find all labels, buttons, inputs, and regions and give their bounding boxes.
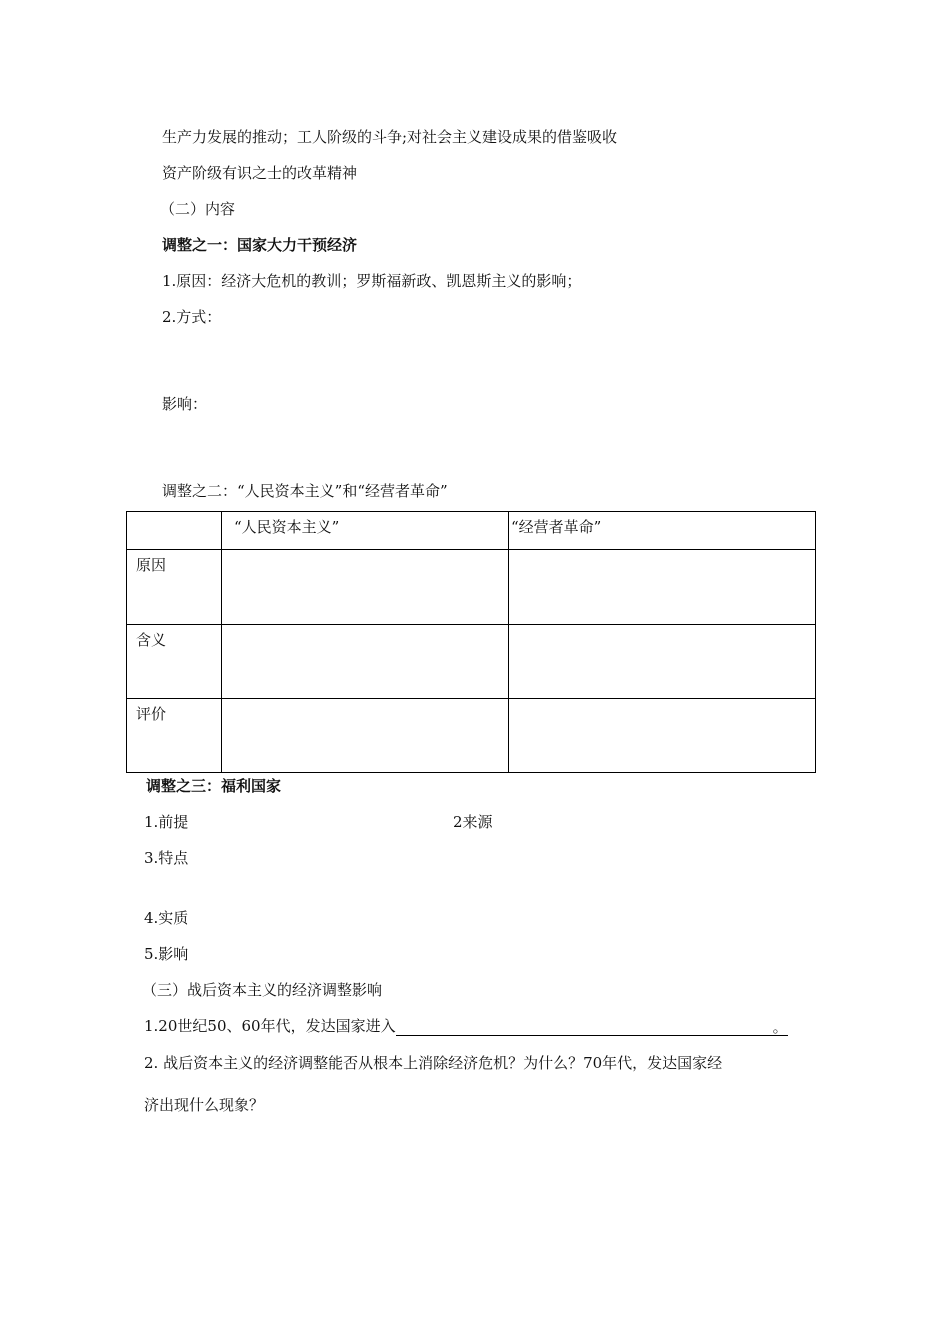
heading-adjustment-three: 调整之三：福利国家: [146, 777, 282, 795]
heading-adjustment-one: 调整之一：国家大力干预经济: [162, 236, 358, 254]
table-cell: [509, 550, 816, 625]
table-row: [127, 550, 816, 625]
text-line-reform-spirit: 资产阶级有识之士的改革精神: [162, 164, 358, 182]
table-cell: [222, 699, 509, 773]
item-premise: 1.前提: [144, 813, 189, 831]
question-two-line-two: 济出现什么现象？: [144, 1096, 265, 1114]
table-header-cell: [127, 512, 222, 550]
table-cell: [222, 625, 509, 699]
section-content-label: （二）内容: [160, 200, 236, 218]
table-cell: [509, 625, 816, 699]
question-one: [144, 1016, 788, 1036]
table-row: [127, 699, 816, 773]
item-impact: 5.影响: [144, 945, 189, 963]
table-header-cell: “经营者革命”: [509, 512, 816, 550]
item-essence: 4.实质: [144, 909, 189, 927]
question-two-line-one: 2. 战后资本主义的经济调整能否从根本上消除经济危机？为什么？70年代，发达国家经: [144, 1054, 723, 1072]
table-row: [127, 625, 816, 699]
section-influence-heading: （三）战后资本主义的经济调整影响: [142, 981, 383, 999]
heading-adjustment-two: 调整之二：“人民资本主义”和“经营者革命”: [162, 482, 448, 500]
text-line-productivity: 生产力发展的推动；工人阶级的斗争;对社会主义建设成果的借鉴吸收: [162, 128, 618, 146]
table-row-label: 原因: [127, 550, 222, 625]
table-row-label: 评价: [127, 699, 222, 773]
item-features: 3.特点: [144, 849, 189, 867]
text-line-impact: 影响：: [162, 395, 208, 413]
fill-in-blank[interactable]: [396, 1017, 768, 1036]
text-line-cause: 1.原因：经济大危机的教训；罗斯福新政、凯恩斯主义的影响；: [162, 272, 582, 290]
table-cell: [509, 699, 816, 773]
item-source: 2来源: [453, 813, 493, 831]
question-one-prefix: 1.20世纪50、60年代，发达国家进入: [144, 1017, 396, 1035]
table-cell: [222, 550, 509, 625]
table-row-label: 含义: [127, 625, 222, 699]
question-one-suffix: 。: [768, 1017, 788, 1036]
table-header-cell: “人民资本主义”: [222, 512, 509, 550]
comparison-table: [126, 511, 816, 773]
table-header-row: [127, 512, 816, 550]
text-line-method: 2.方式：: [162, 308, 222, 326]
